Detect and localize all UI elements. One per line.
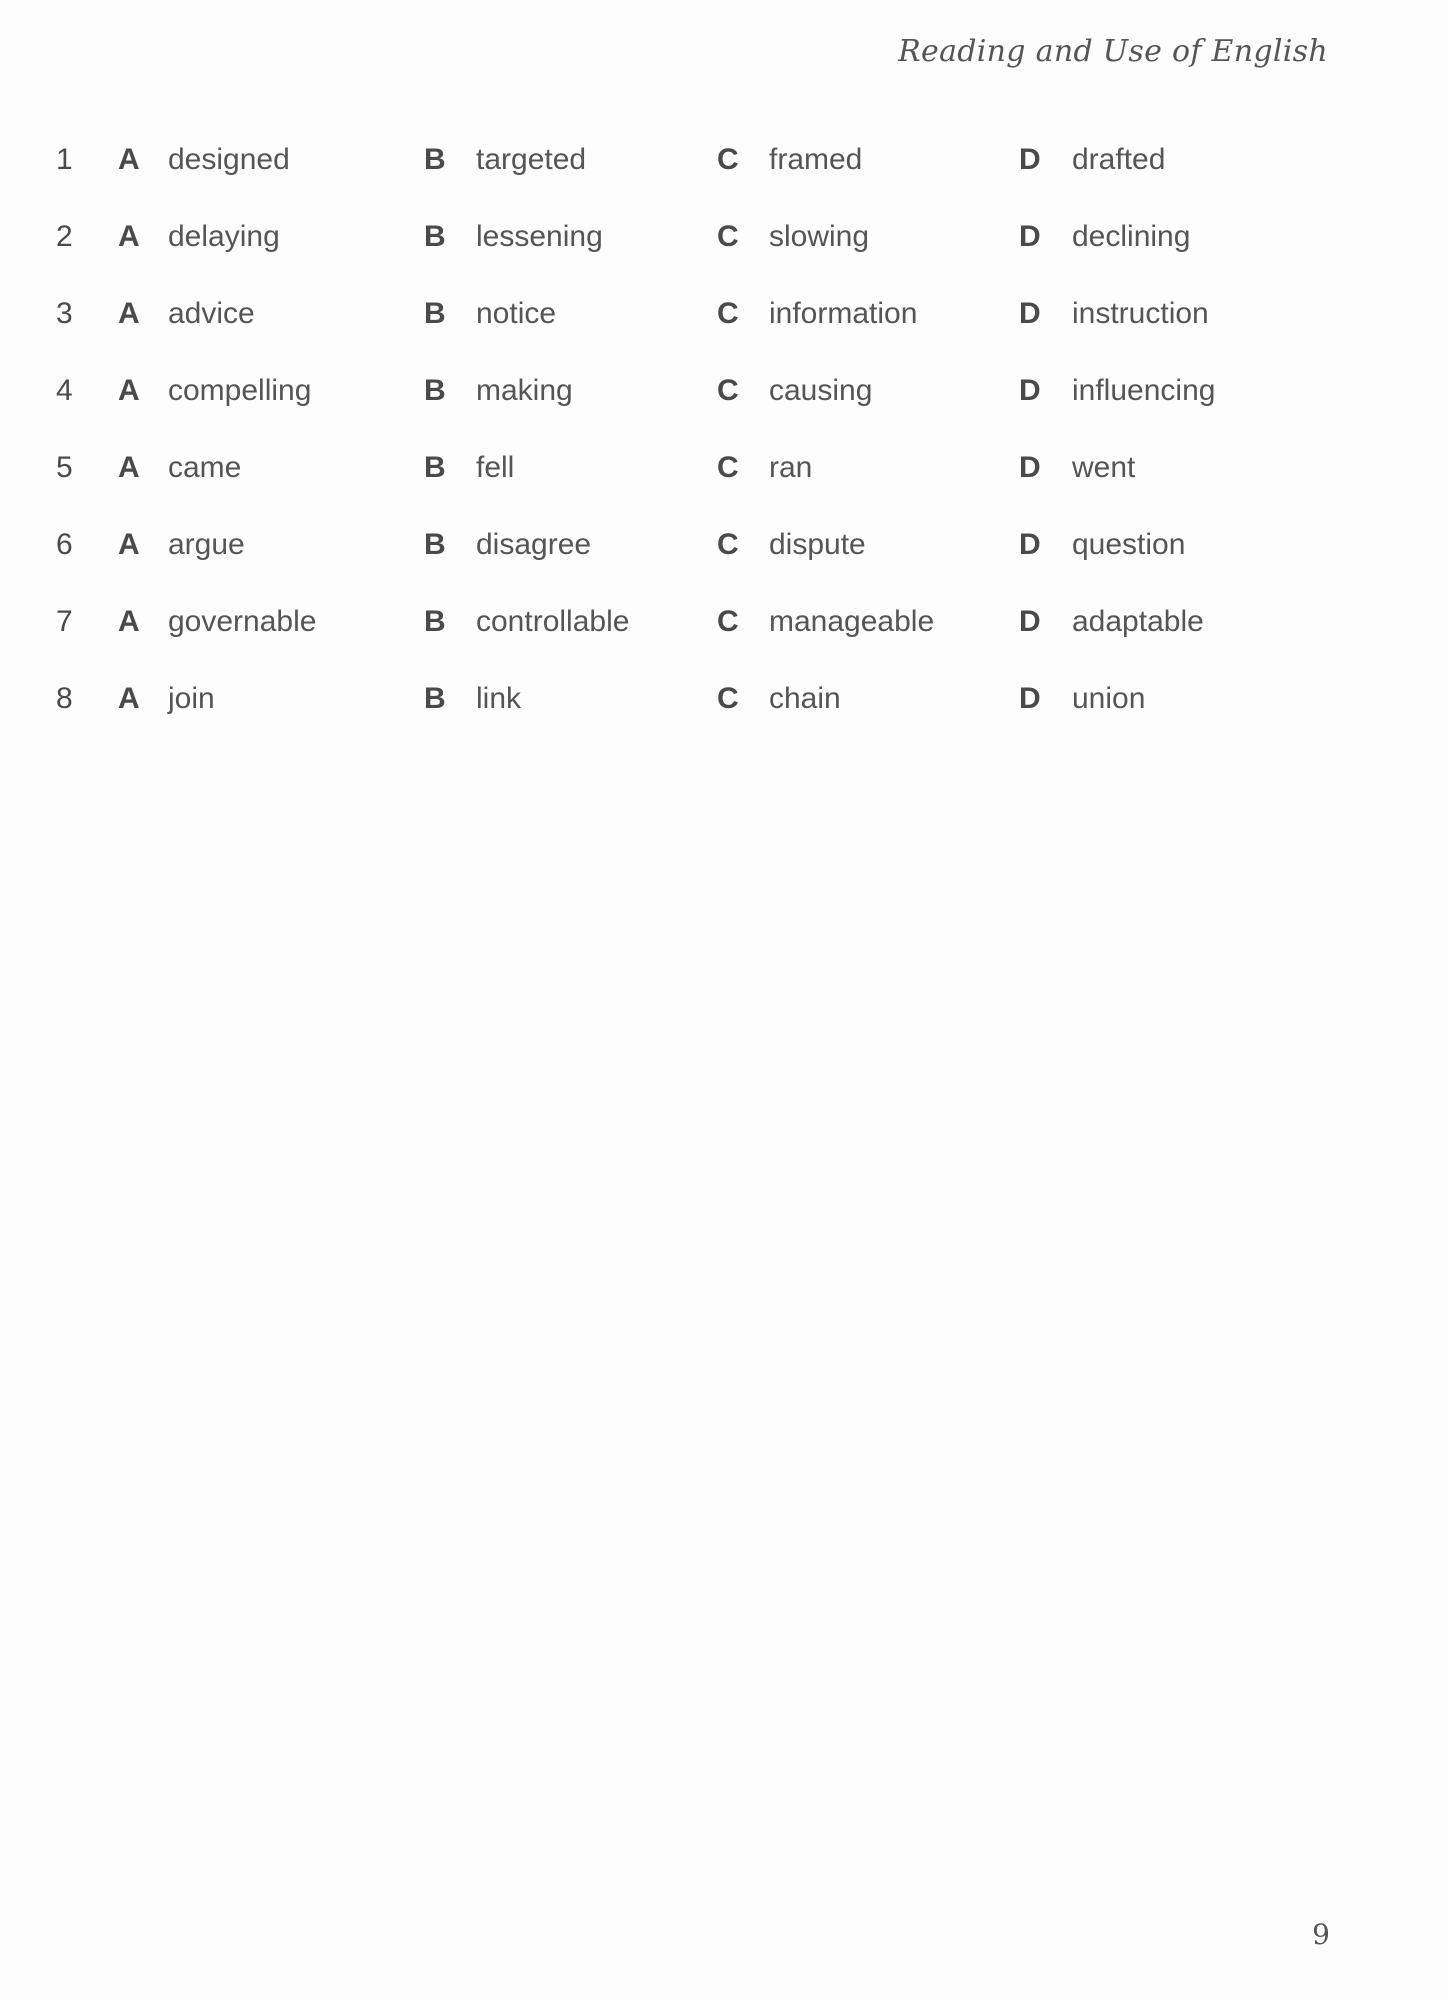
option-letter-a: A xyxy=(118,297,140,330)
option-word-c: slowing xyxy=(769,220,870,253)
option-word-d: adaptable xyxy=(1072,605,1204,638)
option-word-a: came xyxy=(168,451,242,484)
option-letter-b: B xyxy=(424,451,446,484)
option-letter-c: C xyxy=(717,374,739,407)
option-letter-b: B xyxy=(424,374,446,407)
option-word-c: manageable xyxy=(769,605,935,638)
option-word-b: fell xyxy=(476,451,515,484)
option-letter-d: D xyxy=(1019,605,1041,638)
option-word-d: went xyxy=(1072,451,1136,484)
option-letter-b: B xyxy=(424,605,446,638)
question-row xyxy=(0,369,1448,446)
option-word-b: targeted xyxy=(476,143,587,176)
option-letter-b: B xyxy=(424,220,446,253)
question-row xyxy=(0,215,1448,292)
option-letter-a: A xyxy=(118,682,140,715)
option-letter-a: A xyxy=(118,143,140,176)
option-word-b: notice xyxy=(476,297,557,330)
option-word-c: information xyxy=(769,297,918,330)
question-number: 6 xyxy=(56,528,73,561)
running-head: Reading and Use of English xyxy=(898,34,1328,69)
question-row xyxy=(0,138,1448,215)
option-letter-a: A xyxy=(118,605,140,638)
option-word-a: join xyxy=(168,682,215,715)
question-row xyxy=(0,600,1448,677)
option-letter-c: C xyxy=(717,297,739,330)
option-word-a: governable xyxy=(168,605,317,638)
option-word-d: question xyxy=(1072,528,1186,561)
option-word-c: causing xyxy=(769,374,873,407)
option-word-d: influencing xyxy=(1072,374,1216,407)
option-word-b: link xyxy=(476,682,522,715)
option-letter-c: C xyxy=(717,682,739,715)
option-letter-c: C xyxy=(717,528,739,561)
option-letter-b: B xyxy=(424,297,446,330)
question-row xyxy=(0,523,1448,600)
question-row xyxy=(0,446,1448,523)
page-number: 9 xyxy=(1312,1918,1330,1951)
option-letter-a: A xyxy=(118,374,140,407)
option-letter-c: C xyxy=(717,143,739,176)
option-word-c: dispute xyxy=(769,528,866,561)
option-letter-d: D xyxy=(1019,143,1041,176)
option-word-b: controllable xyxy=(476,605,630,638)
option-word-a: designed xyxy=(168,143,290,176)
option-letter-a: A xyxy=(118,528,140,561)
option-word-c: ran xyxy=(769,451,813,484)
option-letter-d: D xyxy=(1019,297,1041,330)
option-letter-c: C xyxy=(717,605,739,638)
option-word-b: lessening xyxy=(476,220,603,253)
option-word-a: advice xyxy=(168,297,255,330)
question-number: 7 xyxy=(56,605,73,638)
option-letter-d: D xyxy=(1019,374,1041,407)
option-word-c: chain xyxy=(769,682,841,715)
option-letter-a: A xyxy=(118,220,140,253)
option-letter-a: A xyxy=(118,451,140,484)
option-word-d: union xyxy=(1072,682,1146,715)
option-letter-c: C xyxy=(717,220,739,253)
option-word-a: delaying xyxy=(168,220,280,253)
option-letter-d: D xyxy=(1019,528,1041,561)
option-word-d: instruction xyxy=(1072,297,1209,330)
question-number: 2 xyxy=(56,220,73,253)
option-word-b: disagree xyxy=(476,528,592,561)
option-letter-b: B xyxy=(424,528,446,561)
question-number: 8 xyxy=(56,682,73,715)
option-word-d: drafted xyxy=(1072,143,1166,176)
option-letter-b: B xyxy=(424,143,446,176)
option-word-c: framed xyxy=(769,143,863,176)
question-number: 4 xyxy=(56,374,73,407)
option-word-a: compelling xyxy=(168,374,312,407)
question-row xyxy=(0,292,1448,369)
question-list xyxy=(0,138,1448,754)
question-row xyxy=(0,677,1448,754)
option-letter-d: D xyxy=(1019,220,1041,253)
question-number: 1 xyxy=(56,143,73,176)
option-letter-d: D xyxy=(1019,682,1041,715)
question-number: 5 xyxy=(56,451,73,484)
option-letter-d: D xyxy=(1019,451,1041,484)
question-number: 3 xyxy=(56,297,73,330)
option-letter-b: B xyxy=(424,682,446,715)
option-letter-c: C xyxy=(717,451,739,484)
option-word-d: declining xyxy=(1072,220,1191,253)
option-word-b: making xyxy=(476,374,573,407)
option-word-a: argue xyxy=(168,528,245,561)
